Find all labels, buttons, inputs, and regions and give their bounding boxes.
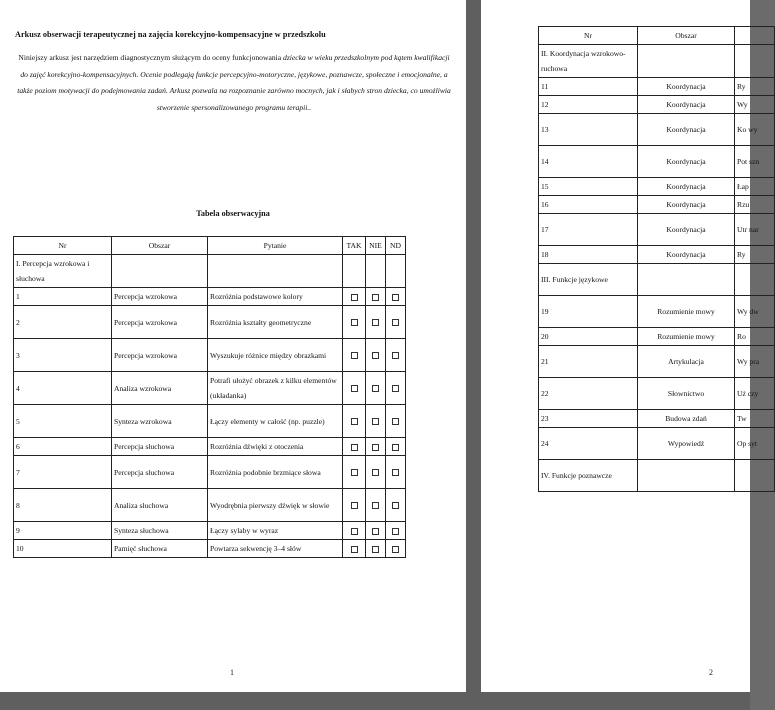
cell-question: Ro: [735, 328, 775, 346]
cell-area: Koordynacja: [638, 78, 735, 96]
cell-yes: [343, 255, 366, 288]
cell-question: Powtarza sekwencję 3–4 słów: [208, 540, 343, 558]
cell-nd: [386, 306, 406, 339]
cell-nr: 10: [14, 540, 112, 558]
table-row: [14, 540, 406, 558]
col-header-area: Obszar: [638, 27, 735, 45]
cell-nr: 15: [539, 178, 638, 196]
cell-nr: 18: [539, 246, 638, 264]
cell-area: Wypowiedź: [638, 428, 735, 460]
checkbox-yes[interactable]: [351, 528, 358, 535]
cell-no: [366, 372, 386, 405]
cell-no: [366, 540, 386, 558]
checkbox-no[interactable]: [372, 469, 379, 476]
cell-nr: 19: [539, 296, 638, 328]
cell-question: Wyodrębnia pierwszy dźwięk w słowie: [208, 489, 343, 522]
cell-no: [366, 489, 386, 522]
checkbox-nd[interactable]: [392, 385, 399, 392]
checkbox-yes[interactable]: [351, 444, 358, 451]
cell-area: Percepcja wzrokowa: [112, 288, 208, 306]
table-row: [539, 78, 775, 96]
cell-area: Percepcja wzrokowa: [112, 306, 208, 339]
checkbox-nd[interactable]: [392, 546, 399, 553]
cell-area: Analiza wzrokowa: [112, 372, 208, 405]
cell-question: Rozróżnia kształty geometryczne: [208, 306, 343, 339]
cell-yes: [343, 438, 366, 456]
table-row: [14, 339, 406, 372]
checkbox-no[interactable]: [372, 352, 379, 359]
checkbox-no[interactable]: [372, 294, 379, 301]
cell-question: Wyszukuje różnice między obrazkami: [208, 339, 343, 372]
cell-question: Łap: [735, 178, 775, 196]
cell-nr: IV. Funkcje poznawcze: [539, 460, 638, 492]
intro-rest: dziecka w wieku przedszkolnym pod kątem kwalifikacji do zajęć korekcyjno-kompensacyjnych. Ocenie podlegają funkcje percepcyjno-motoryczne, językowe, poznawcze, społeczne i emocjonalne, a także poziom motywacji do podejmowania zadań. Arkusz pozwala na rozpoznanie zarówno mocnych, jak i słabych stron dziecka, co umożliwia stworzenie spersonalizowanego programu terapii..: [17, 53, 451, 112]
table-row: [539, 246, 775, 264]
table-row: [539, 410, 775, 428]
cell-nr: 3: [14, 339, 112, 372]
table-row: [14, 306, 406, 339]
cell-area: Koordynacja: [638, 96, 735, 114]
checkbox-nd[interactable]: [392, 352, 399, 359]
table-row: [14, 405, 406, 438]
cell-nr: 2: [14, 306, 112, 339]
col-header-nr: Nr: [539, 27, 638, 45]
document-title: Arkusz obserwacji terapeutycznej na zajęcia korekcyjno-kompensacyjne w przedszkolu: [15, 30, 326, 39]
cell-question: [208, 255, 343, 288]
table-row: [14, 372, 406, 405]
cell-nr: 4: [14, 372, 112, 405]
cell-yes: [343, 522, 366, 540]
cell-question: Rozróżnia podstawowe kolory: [208, 288, 343, 306]
checkbox-yes[interactable]: [351, 352, 358, 359]
cell-yes: [343, 306, 366, 339]
cell-area: Koordynacja: [638, 114, 735, 146]
table-row: [539, 146, 775, 178]
cell-area: Percepcja wzrokowa: [112, 339, 208, 372]
checkbox-nd[interactable]: [392, 502, 399, 509]
page-number: 1: [230, 668, 234, 677]
cell-nr: 11: [539, 78, 638, 96]
section-row: [539, 264, 775, 296]
cell-nr: 5: [14, 405, 112, 438]
checkbox-yes[interactable]: [351, 546, 358, 553]
cell-area: Budowa zdań: [638, 410, 735, 428]
cell-area: Artykulacja: [638, 346, 735, 378]
cell-area: [638, 264, 735, 296]
cell-nr: III. Funkcje językowe: [539, 264, 638, 296]
page-number: 2: [709, 668, 713, 677]
checkbox-no[interactable]: [372, 418, 379, 425]
cell-question: Wy: [735, 96, 775, 114]
table-row: [14, 522, 406, 540]
checkbox-nd[interactable]: [392, 418, 399, 425]
cell-question: Pot szn: [735, 146, 775, 178]
cell-nd: [386, 522, 406, 540]
table-row: [539, 378, 775, 410]
checkbox-nd[interactable]: [392, 444, 399, 451]
checkbox-no[interactable]: [372, 319, 379, 326]
cell-area: Koordynacja: [638, 178, 735, 196]
cell-question: Rozróżnia dźwięki z otoczenia: [208, 438, 343, 456]
cell-question: Utr nar: [735, 214, 775, 246]
cell-question: Wy dw: [735, 296, 775, 328]
table-row: [539, 296, 775, 328]
cell-nr: II. Koordynacja wzrokowo-ruchowa: [539, 45, 638, 78]
cell-nd: [386, 255, 406, 288]
checkbox-nd[interactable]: [392, 319, 399, 326]
section-row: [539, 460, 775, 492]
cell-nr: 12: [539, 96, 638, 114]
cell-nr: 20: [539, 328, 638, 346]
cell-question: [735, 45, 775, 78]
cell-nr: 16: [539, 196, 638, 214]
table-row: [539, 178, 775, 196]
intro-first-line: Niniejszy arkusz jest narzędziem diagnostycznym służącym do oceny funkcjonowania: [18, 53, 282, 62]
checkbox-no[interactable]: [372, 546, 379, 553]
cell-question: Uż czy: [735, 378, 775, 410]
cell-area: Pamięć słuchowa: [112, 540, 208, 558]
cell-question: Ko wy: [735, 114, 775, 146]
cell-nr: 24: [539, 428, 638, 460]
cell-area: Koordynacja: [638, 196, 735, 214]
cell-nd: [386, 489, 406, 522]
cell-area: Rozumienie mowy: [638, 296, 735, 328]
table-row: [539, 196, 775, 214]
observation-table-page2: [538, 26, 775, 492]
checkbox-no[interactable]: [372, 528, 379, 535]
checkbox-yes[interactable]: [351, 294, 358, 301]
checkbox-yes[interactable]: [351, 469, 358, 476]
cell-nd: [386, 540, 406, 558]
col-header-area: Obszar: [112, 237, 208, 255]
cell-area: Koordynacja: [638, 214, 735, 246]
table-row: [14, 438, 406, 456]
cell-nd: [386, 288, 406, 306]
cell-yes: [343, 372, 366, 405]
table-row: [14, 288, 406, 306]
section-row: [539, 45, 775, 78]
checkbox-yes[interactable]: [351, 418, 358, 425]
checkbox-nd[interactable]: [392, 528, 399, 535]
cell-area: Synteza słuchowa: [112, 522, 208, 540]
col-header-nr: Nr: [14, 237, 112, 255]
cell-yes: [343, 288, 366, 306]
cell-question: [735, 264, 775, 296]
cell-question: Wy pra: [735, 346, 775, 378]
cell-question: [735, 460, 775, 492]
cell-no: [366, 456, 386, 489]
checkbox-no[interactable]: [372, 444, 379, 451]
col-header-question: Pytanie: [208, 237, 343, 255]
cell-yes: [343, 339, 366, 372]
table-header-row: [539, 27, 775, 45]
cell-nr: 22: [539, 378, 638, 410]
cell-question: Tw: [735, 410, 775, 428]
cell-nr: 8: [14, 489, 112, 522]
cell-yes: [343, 540, 366, 558]
cell-nd: [386, 372, 406, 405]
cell-nr: 9: [14, 522, 112, 540]
table-row: [539, 214, 775, 246]
cell-nr: 6: [14, 438, 112, 456]
cell-nd: [386, 438, 406, 456]
cell-yes: [343, 489, 366, 522]
cell-area: Analiza słuchowa: [112, 489, 208, 522]
table-row: [14, 489, 406, 522]
table-row: [539, 96, 775, 114]
checkbox-no[interactable]: [372, 385, 379, 392]
cell-nr: 7: [14, 456, 112, 489]
table-row: [14, 456, 406, 489]
checkbox-yes[interactable]: [351, 385, 358, 392]
cell-no: [366, 288, 386, 306]
checkbox-nd[interactable]: [392, 294, 399, 301]
cell-nr: 13: [539, 114, 638, 146]
cell-question: Łączy elementy w całość (np. puzzle): [208, 405, 343, 438]
table-row: [539, 428, 775, 460]
cell-area: Koordynacja: [638, 146, 735, 178]
cell-nr: 17: [539, 214, 638, 246]
cell-nd: [386, 456, 406, 489]
cell-area: Słownictwo: [638, 378, 735, 410]
cell-yes: [343, 456, 366, 489]
observation-table-page1: [13, 236, 406, 558]
checkbox-yes[interactable]: [351, 319, 358, 326]
cell-nr: I. Percepcja wzrokowa i słuchowa: [14, 255, 112, 288]
col-header-yes: TAK: [343, 237, 366, 255]
cell-area: Percepcja słuchowa: [112, 438, 208, 456]
cell-nd: [386, 405, 406, 438]
table-title: Tabela obserwacyjna: [196, 209, 270, 218]
cell-nr: 14: [539, 146, 638, 178]
cell-question: Potrafi ułożyć obrazek z kilku elementów (układanka): [208, 372, 343, 405]
cell-no: [366, 522, 386, 540]
cell-question: Łączy sylaby w wyraz: [208, 522, 343, 540]
cell-question: Rozróżnia podobnie brzmiące słowa: [208, 456, 343, 489]
table-header-row: [14, 237, 406, 255]
section-row: [14, 255, 406, 288]
cell-yes: [343, 405, 366, 438]
cell-no: [366, 255, 386, 288]
cell-nr: 21: [539, 346, 638, 378]
table-row: [539, 114, 775, 146]
col-header-no: NIE: [366, 237, 386, 255]
col-header-nd: ND: [386, 237, 406, 255]
cell-question: Op syt: [735, 428, 775, 460]
cell-no: [366, 438, 386, 456]
cell-area: [638, 45, 735, 78]
cell-nd: [386, 339, 406, 372]
checkbox-no[interactable]: [372, 502, 379, 509]
cell-area: Koordynacja: [638, 246, 735, 264]
cell-area: Rozumienie mowy: [638, 328, 735, 346]
table-row: [539, 328, 775, 346]
col-header-question: [735, 27, 775, 45]
cell-question: Ry: [735, 246, 775, 264]
cell-area: [638, 460, 735, 492]
cell-nr: 23: [539, 410, 638, 428]
checkbox-nd[interactable]: [392, 469, 399, 476]
cell-area: Percepcja słuchowa: [112, 456, 208, 489]
cell-no: [366, 306, 386, 339]
cell-question: Ry: [735, 78, 775, 96]
cell-question: Rzu: [735, 196, 775, 214]
intro-paragraph: [14, 50, 454, 116]
cell-no: [366, 405, 386, 438]
cell-no: [366, 339, 386, 372]
cell-nr: 1: [14, 288, 112, 306]
table-row: [539, 346, 775, 378]
checkbox-yes[interactable]: [351, 502, 358, 509]
cell-area: Synteza wzrokowa: [112, 405, 208, 438]
cell-area: [112, 255, 208, 288]
